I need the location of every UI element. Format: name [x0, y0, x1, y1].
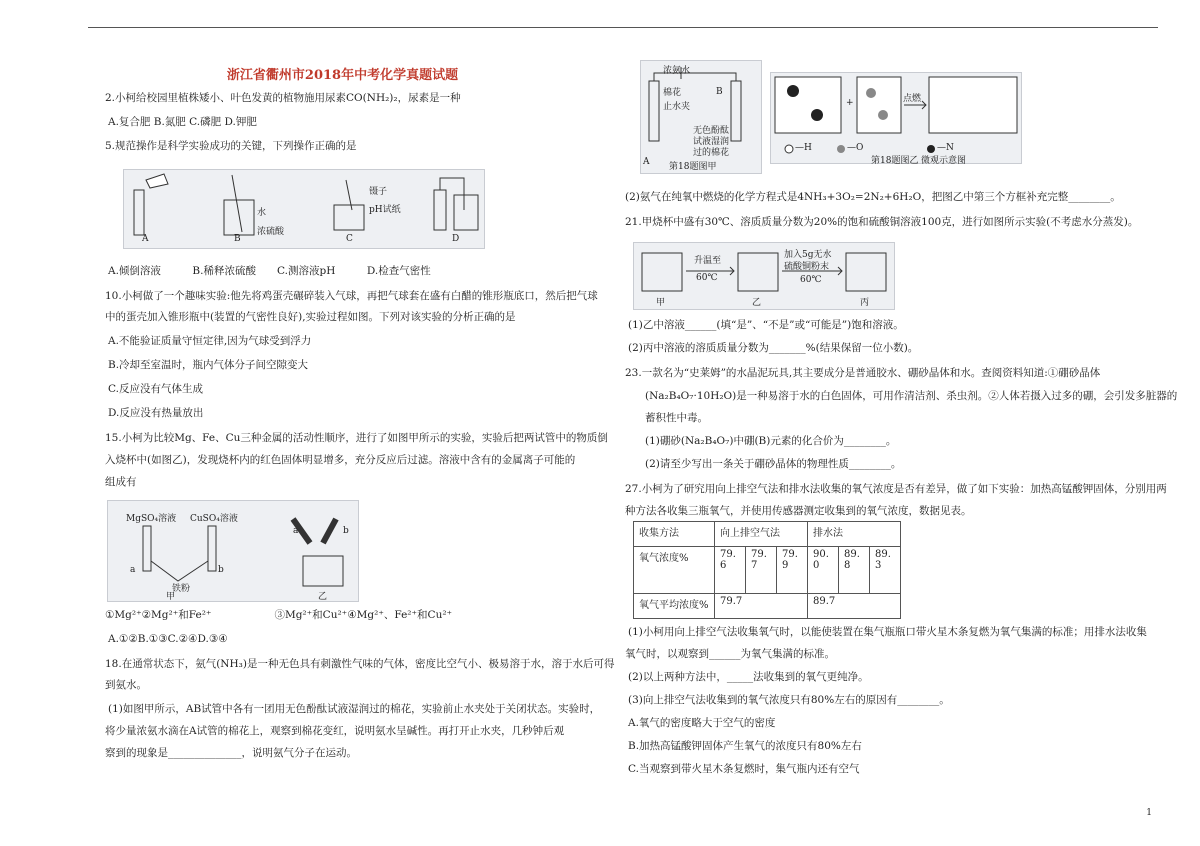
table-cell: 90. 0 — [808, 547, 839, 594]
page-number: 1 — [1146, 808, 1152, 818]
q27-sub1-line-1: (1)小柯用向上排空气法收集氧气时，以能使装置在集气瓶瓶口带火星木条复燃为氧气集满的标准；用排水法收集 — [628, 626, 1147, 638]
q21-sub1: (1)乙中溶液______(填“是”、“不是”或“可能是”)饱和溶液。 — [628, 319, 904, 331]
q27-sub2: (2)以上两种方法中，_____法收集到的氧气更纯净。 — [628, 671, 869, 683]
top-rule — [88, 27, 1158, 28]
table-header-air: 向上排空气法 — [715, 522, 808, 547]
table-row — [634, 547, 901, 594]
legend-n: —N — [937, 143, 954, 153]
fig-label-acid: 浓硫酸 — [257, 227, 285, 237]
fig-label-yi: 乙 — [318, 592, 328, 602]
q15-line-2: 入烧杯中(如图乙)，发现烧杯内的红色固体明显增多，充分反应后过滤。溶液中含有的金属离子可能的 — [105, 454, 576, 466]
q18-figure-yi — [770, 72, 1022, 164]
fig-label-d: D — [452, 234, 460, 244]
table-row — [634, 594, 901, 619]
q18-sub1-line-1: (1)如图甲所示，AB试管中各有一团用无色酚酞试液湿润过的棉花，实验前止水夹处于关闭状态。实验时， — [108, 703, 601, 715]
oxygen-data-table — [633, 521, 901, 619]
fig-label-c: C — [346, 234, 353, 244]
lab-operations-drawing — [124, 170, 484, 248]
q18-figure-jia — [640, 60, 762, 174]
fig-label-b: B — [234, 234, 241, 244]
q15-figure — [107, 500, 359, 602]
fig-label-cuso4: CuSO₄溶液 — [190, 514, 238, 524]
table-header-method: 收集方法 — [634, 522, 715, 547]
fig-label-a: A — [142, 234, 149, 244]
fig-label-60c: 60℃ — [696, 273, 718, 283]
fig-label-tube-a18: A — [643, 157, 650, 167]
q5-stem: 5.规范操作是科学实验成功的关键，下列操作正确的是 — [105, 140, 357, 152]
q27-option-a: A.氧气的密度略大于空气的密度 — [628, 717, 776, 729]
fig-label-tweezers: 镊子 — [369, 187, 388, 197]
fig-label-beaker-jia: 甲 — [656, 298, 666, 308]
q18-line-2: 到氨水。 — [105, 679, 147, 691]
fig-label-phenol: 无色酚酞 — [693, 126, 730, 136]
fig-label-water: 水 — [257, 208, 267, 218]
q21-sub2: (2)丙中溶液的溶质质量分数为_______%(结果保留一位小数)。 — [628, 342, 919, 354]
fig-label-60c-b: 60℃ — [800, 275, 822, 285]
q15-options: A.①②B.①③C.②④D.③④ — [108, 633, 228, 645]
fig-label-a2: a — [293, 526, 299, 536]
q2-stem: 2.小柯给校园里植株矮小、叶色发黄的植物施用尿素CO(NH₂)₂，尿素是一种 — [105, 92, 461, 104]
fig-label-tube-b18: B — [716, 87, 723, 97]
q23-line-2: (Na₂B₄O₇·10H₂O)是一种易溶于水的白色固体，可用作清洁剂、杀虫剂。②人体若摄入过多的硼，会引发多脏器的 — [645, 390, 1178, 402]
q18-sub2: (2)氨气在纯氧中燃烧的化学方程式是4NH₃+3O₂=2N₂+6H₂O，把图乙中第三个方框补充完整________。 — [625, 191, 1121, 203]
q2-options: A.复合肥 B.氮肥 C.磷肥 D.钾肥 — [108, 116, 257, 128]
fig-label-heat: 升温至 — [694, 256, 722, 266]
q18-sub1-line-3: 察到的现象是______________，说明氨气分子在运动。 — [105, 747, 357, 759]
table-label-average: 氧气平均浓度% — [634, 594, 715, 619]
q10-option-b: B.冷却至室温时，瓶内气体分子间空隙变大 — [108, 359, 309, 371]
q18-sub1-line-2: 将少量浓氨水滴在A试管的棉花上，观察到棉花变红，说明氨水呈碱性。再打开止水夹，几秒钟后观 — [105, 725, 565, 737]
q27-option-c: C.当观察到带火星木条复燃时，集气瓶内还有空气 — [628, 763, 860, 775]
fig-label-jia: 甲 — [166, 592, 176, 602]
q10-option-a: A.不能验证质量守恒定律,因为气球受到浮力 — [108, 335, 312, 347]
q23-line-3: 蓄积性中毒。 — [645, 412, 708, 424]
q21-stem: 21.甲烧杯中盛有30℃、溶质质量分数为20%的饱和硫酸铜溶液100克，进行如图所示实验(不考虑水分蒸发)。 — [625, 216, 1139, 228]
table-avg-water: 89.7 — [808, 594, 901, 619]
q10-line-2: 中的蛋壳加入锥形瓶中(装置的气密性良好),实验过程如图。下列对该实验的分析正确的是 — [105, 311, 516, 323]
fig-label-add: 加入5g无水 — [784, 250, 832, 260]
q27-sub3: (3)向上排空气法收集到的氧气浓度只有80%左右的原因有________。 — [628, 694, 950, 706]
table-avg-air: 79.7 — [715, 594, 808, 619]
q5-figure — [123, 169, 485, 249]
table-row — [634, 522, 901, 547]
beaker-process-drawing — [634, 243, 894, 309]
paper-title: 浙江省衢州市2018年中考化学真题试题 — [226, 68, 459, 83]
q10-line-1: 10.小柯做了一个趣味实验:他先将鸡蛋壳碾碎装入气球，再把气球套在盛有白醋的锥形瓶底口，然后把气球 — [105, 290, 598, 302]
fig-label-ammonia: 浓氨水 — [663, 66, 691, 76]
table-cell: 79. 6 — [715, 547, 746, 594]
fig-label-tube-b: b — [218, 565, 224, 575]
q15-choices: ①Mg²⁺②Mg²⁺和Fe²⁺ ③Mg²⁺和Cu²⁺④Mg²⁺、Fe²⁺和Cu²⁺ — [105, 609, 453, 621]
fig-label-cotton: 棉花 — [663, 88, 682, 98]
q27-line-2: 种方法各收集三瓶氧气，并使用传感器测定收集到的氧气浓度，数据见表。 — [625, 505, 972, 517]
fig-label-cuso4-powder: 硫酸铜粉末 — [784, 262, 830, 272]
fig-label-ignite: 点燃 — [903, 94, 922, 104]
q23-sub2: (2)请至少写出一条关于硼砂晶体的物理性质________。 — [645, 458, 902, 470]
table-header-water: 排水法 — [808, 522, 901, 547]
fig-label-ph: pH试纸 — [369, 205, 401, 215]
fig-label-phenol2: 试液湿润 — [693, 137, 730, 147]
fig-label-b2: b — [343, 526, 349, 536]
q27-sub1-line-2: 氧气时，以观察到______为氧气集满的标准。 — [625, 648, 835, 660]
q10-option-d: D.反应没有热量放出 — [108, 407, 204, 419]
q18-line-1: 18.在通常状态下，氨气(NH₃)是一种无色具有刺激性气味的气体，密度比空气小、极易溶于水，溶于水后可得 — [105, 658, 615, 670]
table-cell: 89. 3 — [870, 547, 901, 594]
legend-h: —H — [795, 143, 812, 153]
table-label-concentration: 氧气浓度% — [634, 547, 715, 594]
fig-caption-yi: 第18题图乙 — [871, 156, 919, 166]
fig-label-phenol3: 过的棉花 — [693, 148, 730, 158]
q18-figure-row — [625, 60, 1165, 178]
q15-line-3: 组成有 — [105, 476, 137, 488]
left-column — [105, 64, 615, 761]
q23-line-1: 23.一款名为“史莱姆”的水晶泥玩具,其主要成分是普通胶水、硼砂晶体和水。查阅资料知道:①硼砂晶体 — [625, 367, 1101, 379]
q10-option-c: C.反应没有气体生成 — [108, 383, 203, 395]
fig-label-tube-a: a — [130, 565, 136, 575]
table-cell: 79. 9 — [777, 547, 808, 594]
q5-options: A.倾倒溶液 B.稀释浓硫酸 C.测溶液pH D.检查气密性 — [108, 265, 431, 277]
fig-label-beaker-yi: 乙 — [752, 298, 762, 308]
q15-line-1: 15.小柯为比较Mg、Fe、Cu三种金属的活动性顺序，进行了如图甲所示的实验，实验后把两试管中的物质倒 — [105, 432, 608, 444]
fig-label-clip: 止水夹 — [663, 102, 691, 112]
q21-figure — [633, 242, 895, 310]
legend-o: —O — [847, 143, 864, 153]
right-column — [625, 60, 1178, 777]
fig-label-mgso4: MgSO₄溶液 — [126, 514, 177, 524]
q27-option-b: B.加热高锰酸钾固体产生氧气的浓度只有80%左右 — [628, 740, 862, 752]
plus-sign: + — [846, 98, 854, 108]
fig-caption-jia: 第18题图甲 — [669, 162, 717, 172]
q27-line-1: 27.小柯为了研究用向上排空气法和排水法收集的氧气浓度是否有差异，做了如下实验：加热高锰酸钾固体，分别用两 — [625, 483, 1167, 495]
legend-title: 微观示意图 — [921, 156, 967, 166]
fig-label-beaker-bing: 丙 — [860, 298, 870, 308]
fig-label-iron: 铁粉 — [172, 584, 191, 594]
table-cell: 89. 8 — [839, 547, 870, 594]
table-cell: 79. 7 — [746, 547, 777, 594]
q23-sub1: (1)硼砂(Na₂B₄O₇)中硼(B)元素的化合价为________。 — [645, 435, 897, 447]
